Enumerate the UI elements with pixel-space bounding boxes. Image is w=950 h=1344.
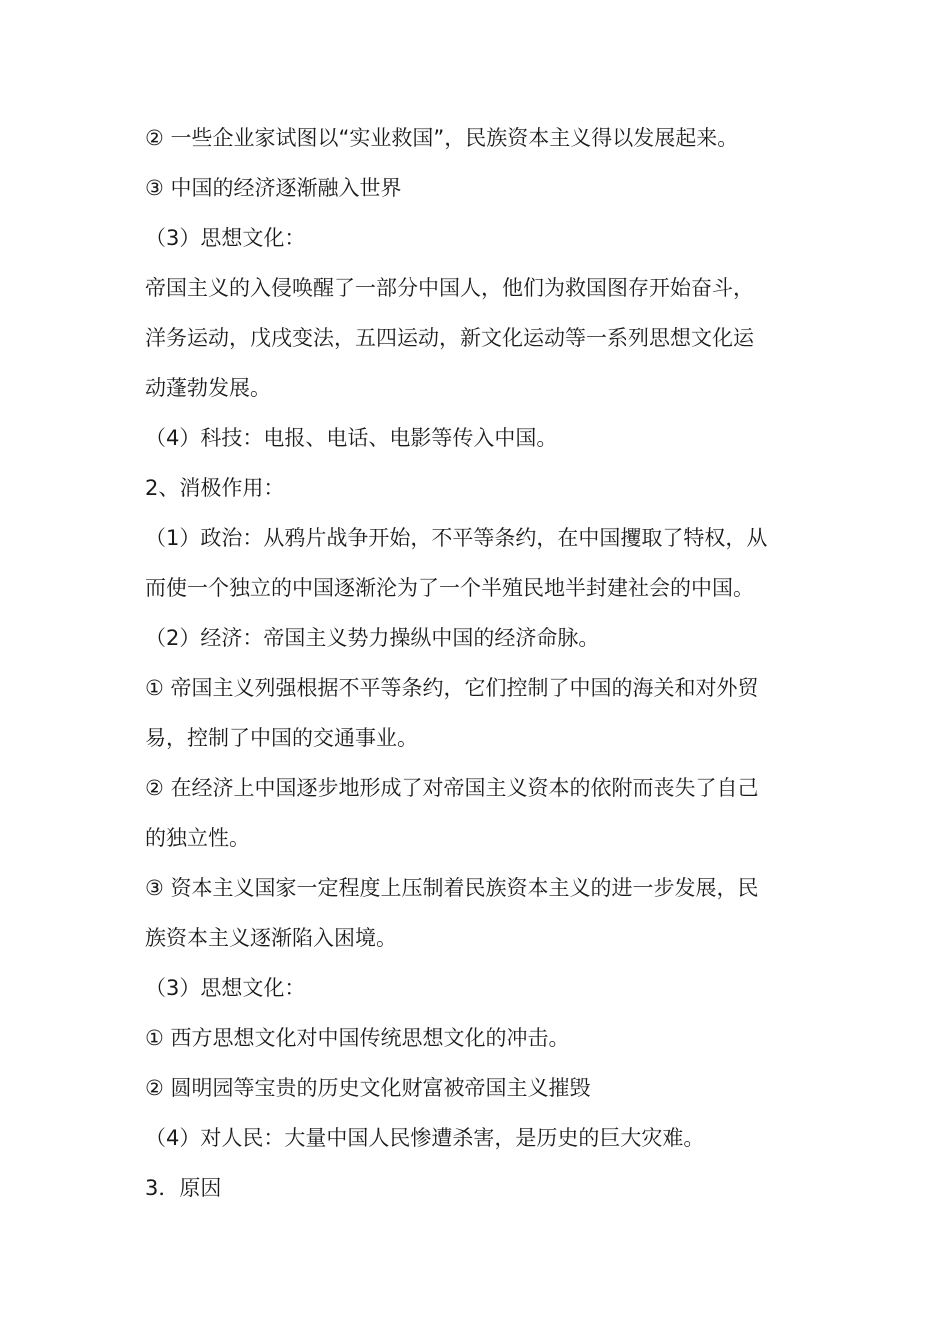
text-line: ② 圆明园等宝贵的历史文化财富被帝国主义摧毁 <box>145 1076 591 1100</box>
text-line: 族资本主义逐渐陷入困境。 <box>145 926 397 950</box>
text-line: ② 一些企业家试图以“实业救国”，民族资本主义得以发展起来。 <box>145 126 739 150</box>
text-line: 易，控制了中国的交通事业。 <box>145 726 418 750</box>
text-line: ② 在经济上中国逐步地形成了对帝国主义资本的依附而丧失了自己 <box>145 776 759 800</box>
text-line: （1）政治：从鸦片战争开始，不平等条约，在中国攫取了特权，从 <box>145 526 768 550</box>
text-line: 洋务运动，戊戌变法，五四运动，新文化运动等一系列思想文化运 <box>145 326 754 350</box>
text-line: ① 西方思想文化对中国传统思想文化的冲击。 <box>145 1026 570 1050</box>
text-line: （2）经济：帝国主义势力操纵中国的经济命脉。 <box>145 626 600 650</box>
text-line: 动蓬勃发展。 <box>145 376 271 400</box>
text-line: ① 帝国主义列强根据不平等条约，它们控制了中国的海关和对外贸 <box>145 676 759 700</box>
section-heading: 3．原因 <box>145 1176 222 1200</box>
section-heading: （3）思想文化： <box>145 226 306 250</box>
section-heading: （3）思想文化： <box>145 976 306 1000</box>
text-line: ③ 中国的经济逐渐融入世界 <box>145 176 402 200</box>
text-line: （4）科技：电报、电话、电影等传入中国。 <box>145 426 558 450</box>
document-body <box>145 126 810 1200</box>
text-line: 而使一个独立的中国逐渐沦为了一个半殖民地半封建社会的中国。 <box>145 576 754 600</box>
section-heading: 2、消极作用： <box>145 476 285 500</box>
text-line: （4）对人民：大量中国人民惨遭杀害，是历史的巨大灾难。 <box>145 1126 705 1150</box>
text-line: ③ 资本主义国家一定程度上压制着民族资本主义的进一步发展，民 <box>145 876 759 900</box>
text-line: 的独立性。 <box>145 826 250 850</box>
text-line: 帝国主义的入侵唤醒了一部分中国人，他们为救国图存开始奋斗， <box>145 276 754 300</box>
